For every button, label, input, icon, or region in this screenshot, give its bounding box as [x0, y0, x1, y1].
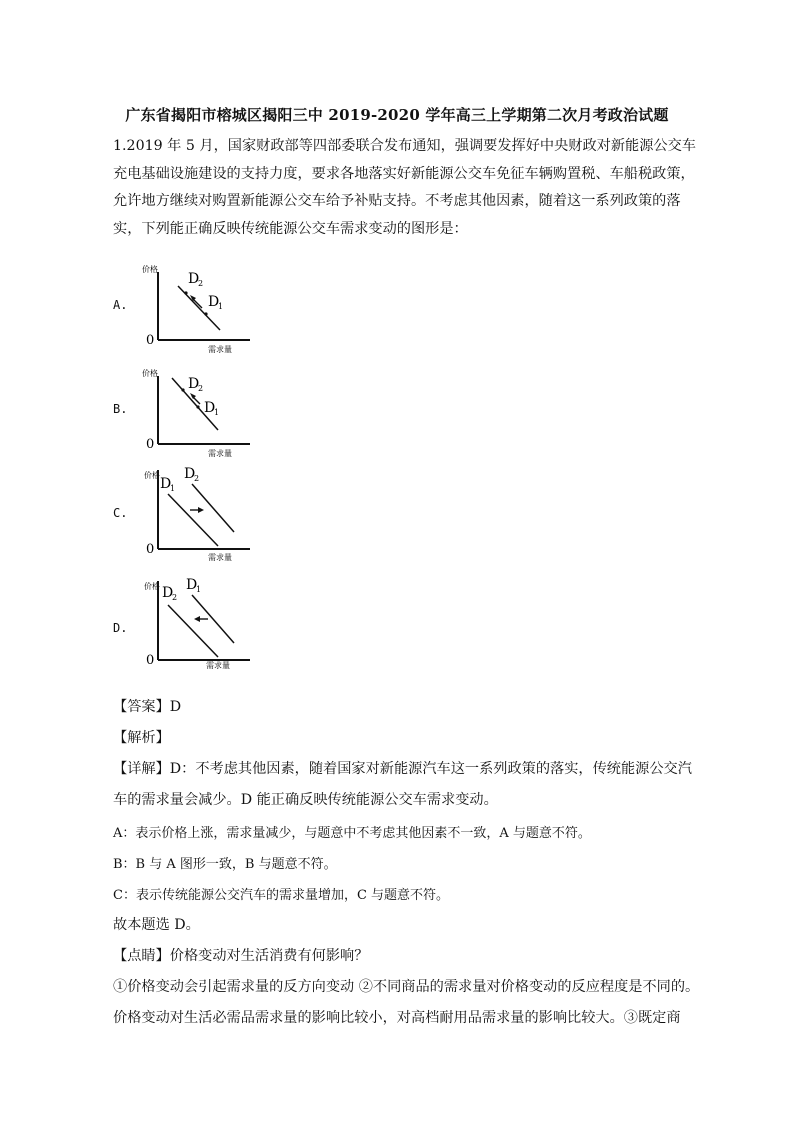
quantity-axis-label: 需求量	[208, 553, 232, 562]
option-d-graph	[138, 575, 258, 673]
point-line: ①价格变动会引起需求量的反方向变动 ②不同商品的需求量对价格变动的反应程度是不同的。	[113, 979, 700, 995]
curve-label: D	[184, 466, 196, 482]
detail-line: 车的需求量会减少。D 能正确反映传统能源公交车需求变动。	[113, 792, 498, 808]
answer: 【答案】D	[113, 699, 182, 715]
svg-text:2: 2	[172, 593, 178, 602]
note-line: C：表示传统能源公交汽车的需求量增加，C 与题意不符。	[113, 888, 450, 903]
curve-label: D	[204, 400, 216, 416]
quantity-axis-label: 需求量	[208, 345, 232, 354]
svg-text:2: 2	[198, 279, 204, 288]
detail-line: 【详解】D：不考虑其他因素，随着国家对新能源汽车这一系列政策的落实，传统能源公交汽	[113, 761, 692, 777]
option-a-letter: A.	[113, 298, 128, 312]
svg-text:1: 1	[196, 585, 202, 594]
curve-label: D	[186, 577, 198, 593]
quantity-axis-label: 需求量	[208, 449, 232, 458]
option-c-graph	[138, 464, 258, 562]
curve-label: D	[188, 376, 200, 392]
price-axis-label: 价格	[142, 369, 158, 378]
curve-label: D	[188, 271, 200, 287]
note-line: B：B 与 A 图形一致，B 与题意不符。	[113, 857, 337, 872]
price-axis-label: 价格	[144, 582, 160, 591]
price-axis-label: 价格	[142, 265, 158, 274]
curve-label: D	[162, 585, 174, 601]
question-line: 允许地方继续对购置新能源公交车给予补贴支持。不考虑其他因素，随着这一系列政策的落	[113, 193, 681, 209]
curve-label: D	[208, 294, 220, 310]
note-line: 故本题选 D。	[113, 917, 200, 933]
option-d-letter: D.	[113, 621, 128, 635]
question-line: 充电基础设施建设的支持力度，要求各地落实好新能源公交车免征车辆购置税、车船税政策，	[113, 165, 695, 182]
point-heading: 【点睛】价格变动对生活消费有何影响？	[113, 948, 369, 964]
price-axis-label: 价格	[144, 471, 160, 480]
curve-label: D	[160, 476, 172, 492]
option-a-graph	[138, 258, 258, 354]
option-b-graph	[138, 362, 258, 458]
analysis-heading: 【解析】	[113, 730, 170, 746]
origin-label: 0	[146, 333, 155, 348]
origin-label: 0	[146, 437, 155, 452]
question-line: 1.2019 年 5 月，国家财政部等四部委联合发布通知，强调要发挥好中央财政对新能源公交车	[113, 138, 696, 154]
demand-curve-2	[168, 605, 218, 657]
svg-text:2: 2	[198, 384, 204, 393]
svg-text:1: 1	[218, 302, 224, 311]
svg-text:2: 2	[194, 474, 200, 483]
quantity-axis-label: 需求量	[206, 661, 230, 670]
origin-label: 0	[146, 653, 155, 668]
document-title: 广东省揭阳市榕城区揭阳三中 2019-2020 学年高三上学期第二次月考政治试题	[125, 106, 669, 124]
point-line: 价格变动对生活必需品需求量的影响比较小，对高档耐用品需求量的影响比较大。③既定商	[113, 1010, 681, 1026]
demand-curve-1	[168, 494, 218, 546]
svg-text:1: 1	[214, 408, 220, 417]
question-text	[113, 133, 703, 243]
origin-label: 0	[146, 542, 155, 557]
option-b-letter: B.	[113, 402, 128, 416]
note-line: A：表示价格上涨，需求量减少，与题意中不考虑其他因素不一致，A 与题意不符。	[113, 826, 591, 841]
question-line: 实，下列能正确反映传统能源公交车需求变动的图形是：	[113, 220, 468, 237]
option-c-letter: C.	[113, 506, 128, 520]
svg-text:1: 1	[170, 484, 176, 493]
